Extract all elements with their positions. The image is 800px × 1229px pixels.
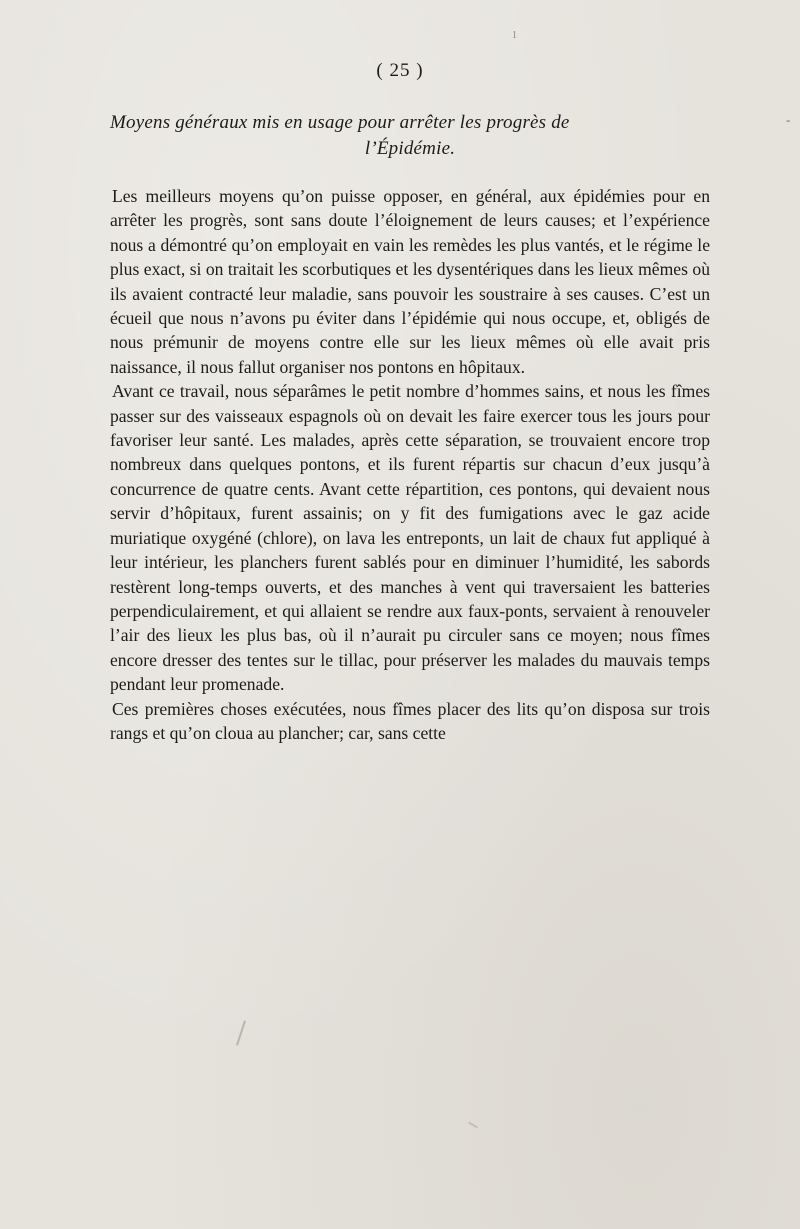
page-number: ( 25 ) — [376, 60, 424, 81]
paper-scratch — [236, 1020, 246, 1045]
corner-mark: 1 — [512, 30, 517, 41]
paragraph-3: Ces premières choses exécutées, nous fîmes placer des lits qu’on disposa sur trois rangs et qu’on cloua au plancher; car, sans cette — [110, 698, 710, 743]
section-heading-line-1: Moyens généraux mis en usage pour arrêter les progrès de — [110, 112, 570, 133]
body-text — [110, 184, 710, 745]
section-heading-line-2: l’Épidémie. — [364, 138, 456, 159]
section-heading — [110, 110, 710, 162]
paragraph-1: Les meilleurs moyens qu’on puisse opposer, en général, aux épidémies pour en arrêter les progrès, sont sans doute l’éloignement de leurs causes; et l’expérience nous a démontré qu’on employait en vain les remèdes les plus vantés, et le régime le plus exact, si on traitait les scorbutiques et les dysentériques dans les lieux mêmes où ils avaient contracté leur maladie, sans pouvoir les soustraire à ses causes. C’est un écueil que nous n’avons pu éviter dans l’épidémie qui nous occupe, et, obligés de nous prémunir de moyens contre elle sur les lieux mêmes où elle avait pris naissance, il nous fallut organiser nos pontons en hôpitaux. — [110, 186, 710, 377]
paper-scratch — [468, 1122, 478, 1129]
paragraph-2: Avant ce travail, nous séparâmes le petit nombre d’hommes sains, et nous les fîmes passer sur des vaisseaux espagnols où on devait les faire exercer tous les jours pour favoriser leur santé. Les malades, après cette séparation, se trouvaient encore trop nombreux dans quelques pontons, et ils furent répartis sur chacun d’eux jusqu’à concurrence de quatre cents. Avant cette répartition, ces pontons, qui devaient nous servir d’hôpitaux, furent assainis; on y fit des fumigations avec le gaz acide muriatique oxygéné (chlore), on lava les entreponts, un lait de chaux fut appliqué à leur intérieur, les planchers furent sablés pour en diminuer l’humidité, les sabords restèrent long-temps ouverts, et des manches à vent qui traversaient les batteries perpendiculairement, et qui allaient se rendre aux faux-ponts, servaient à renouveler l’air des lieux les plus bas, où il n’aurait pu circuler sans ce moyen; nous fîmes encore dresser des tentes sur le tillac, pour préserver les malades du mauvais temps pendant leur promenade. — [110, 381, 710, 695]
margin-mark: - — [786, 112, 791, 127]
